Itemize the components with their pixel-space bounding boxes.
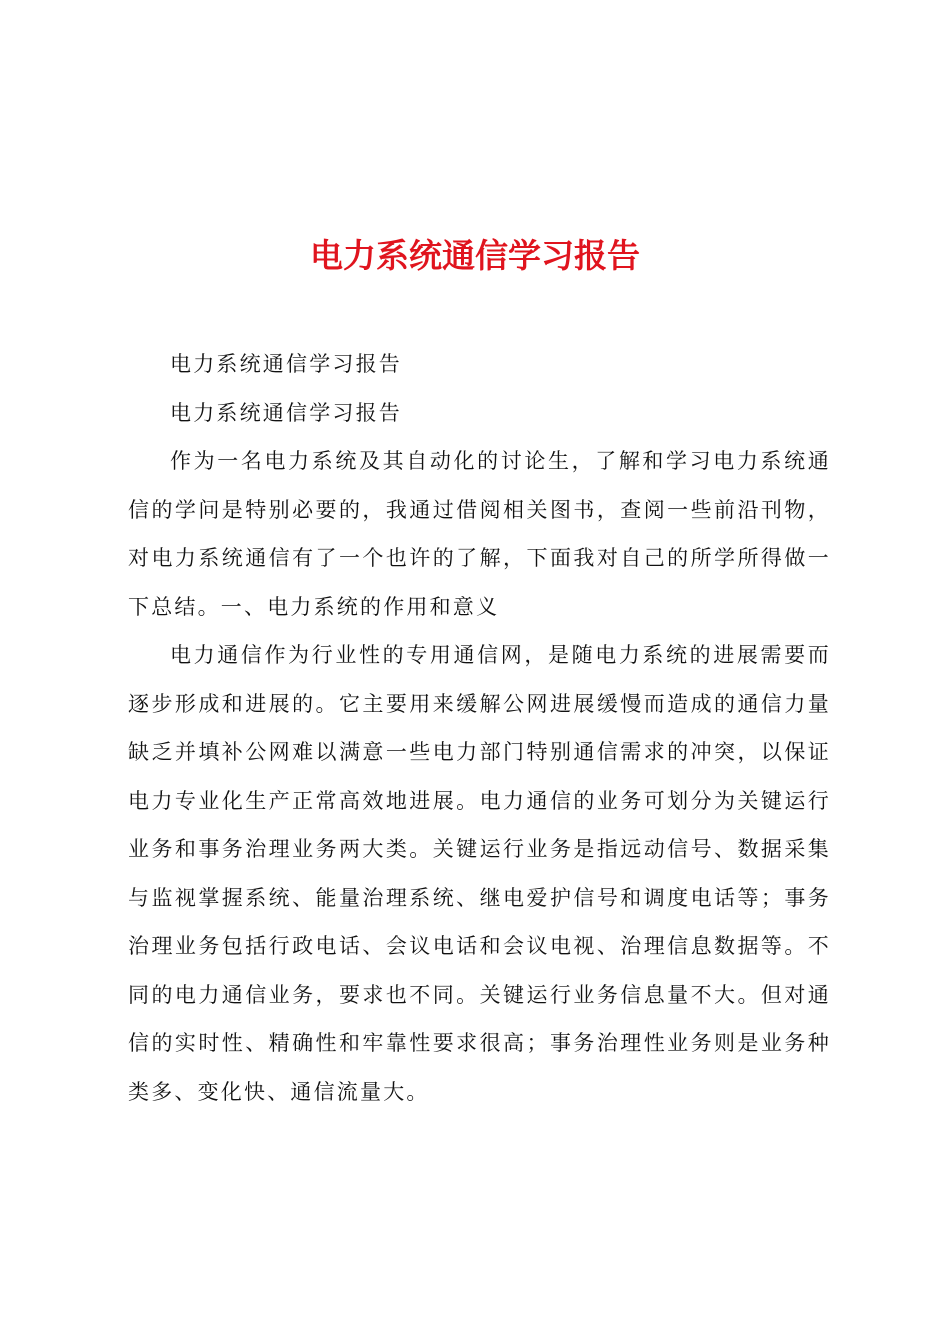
document-title: 电力系统通信学习报告 xyxy=(310,236,640,276)
paragraph-power-communication: 电力通信作为行业性的专用通信网，是随电力系统的进展需要而逐步形成和进展的。它主要用来缓解公网进展缓慢而造成的通信力量缺乏并填补公网难以满意一些电力部门特别通信需求的冲突，以保证电力专业化生产正常高效地进展。电力通信的业务可划分为关键运行业务和事务治理业务两大类。关键运行业务是指远动信号、数据采集与监视掌握系统、能量治理系统、继电爱护信号和调度电话等；事务治理业务包括行政电话、会议电话和会议电视、治理信息数据等。不同的电力通信业务，要求也不同。关键运行业务信息量不大。但对通信的实时性、精确性和牢靠性要求很高；事务治理性业务则是业务种类多、变化快、通信流量大。 xyxy=(128,643,831,1104)
paragraph-introduction: 作为一名电力系统及其自动化的讨论生，了解和学习电力系统通信的学问是特别必要的，我通过借阅相关图书，查阅一些前沿刊物，对电力系统通信有了一个也许的了解，下面我对自己的所学所得做一下总结。一、电力系统的作用和意义 xyxy=(128,449,831,619)
paragraph-subtitle-1: 电力系统通信学习报告 xyxy=(170,352,402,376)
paragraph-subtitle-2: 电力系统通信学习报告 xyxy=(170,400,402,425)
document-body xyxy=(128,340,831,1116)
